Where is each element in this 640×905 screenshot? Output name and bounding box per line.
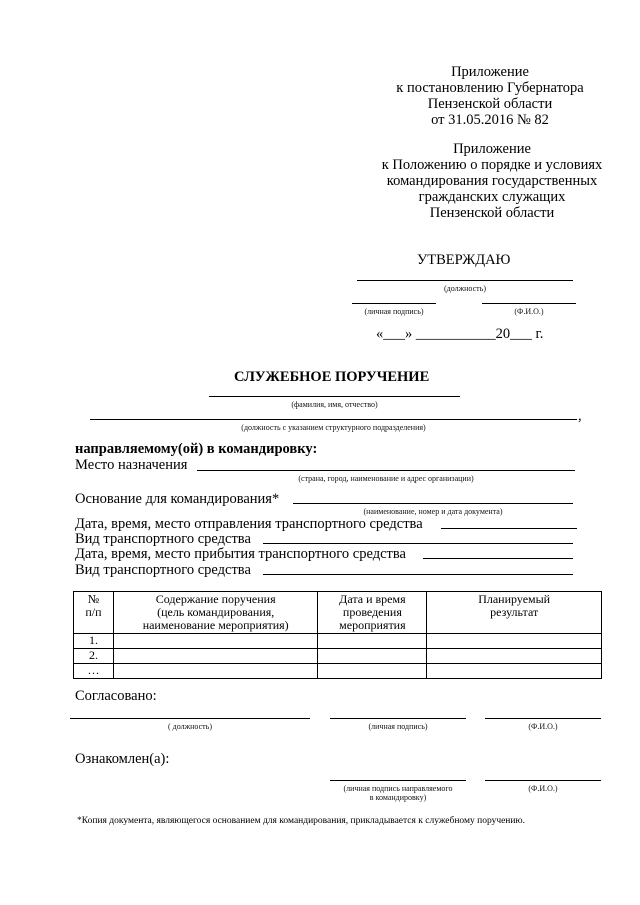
sent-label: направляемому(ой) в командировку: [75,441,318,457]
footnote: *Копия документа, являющегося основанием для командирования, прикладывается к служебному поручению. [77,816,525,826]
agreed-fio-line[interactable] [485,718,601,719]
agreed-title: Согласовано: [75,688,157,704]
position-caption: (должность с указанием структурного подразделения) [241,423,426,432]
tasks-table [73,591,602,679]
appendix1-line-4: от 31.05.2016 № 82 [431,112,549,128]
header-datetime: Дата и время проведения мероприятия [318,592,427,634]
appendix1-line-2: к постановлению Губернатора [396,80,584,96]
transport1-label: Вид транспортного средства [75,531,251,547]
row-datetime-cell[interactable] [318,634,427,649]
destination-line[interactable] [197,470,575,471]
transport1-line[interactable] [263,543,573,544]
appendix1-line-3: Пензенской области [427,96,553,112]
arrival-line[interactable] [423,558,573,559]
header-content: Содержание поручения (цель командирования, наименование мероприятия) [113,592,318,634]
destination-caption: (страна, город, наименование и адрес организации) [298,474,474,483]
agreed-position-line[interactable] [70,718,310,719]
basis-caption: (наименование, номер и дата документа) [363,507,503,516]
appendix2-line-5: Пензенской области [429,205,555,221]
acquainted-fio-line[interactable] [485,780,601,781]
row-number: … [74,664,114,679]
transport2-label: Вид транспортного средства [75,562,251,578]
appendix-block-1 [380,64,600,128]
position-comma: , [578,408,582,424]
approve-date-line[interactable]: «___» ___________20___ г. [376,326,544,342]
row-content-cell[interactable] [113,649,318,664]
table-row [74,664,602,679]
acquainted-signature-caption [322,784,474,802]
approve-position-line[interactable] [357,280,573,281]
row-number: 1. [74,634,114,649]
approve-fio-line[interactable] [482,303,576,304]
order-title: СЛУЖЕБНОЕ ПОРУЧЕНИЕ [234,369,430,385]
transport2-line[interactable] [263,574,573,575]
row-content-cell[interactable] [113,634,318,649]
row-result-cell[interactable] [427,664,602,679]
row-result-cell[interactable] [427,634,602,649]
approve-title: УТВЕРЖДАЮ [417,252,511,268]
approve-position-caption: (должность) [444,284,486,293]
table-row [74,634,602,649]
appendix2-line-4: гражданских служащих [418,189,566,205]
name-line[interactable] [209,396,460,397]
basis-line[interactable] [293,503,573,504]
agreed-fio-caption: (Ф.И.О.) [528,722,558,731]
row-result-cell[interactable] [427,649,602,664]
appendix2-line-3: командирования государственных [386,173,598,189]
departure-line[interactable] [441,528,577,529]
header-number: № п/п [74,592,114,634]
row-content-cell[interactable] [113,664,318,679]
basis-label: Основание для командирования* [75,491,280,507]
destination-label: Место назначения [75,457,188,473]
table-header-row [74,592,602,634]
appendix2-line-2: к Положению о порядке и условиях [381,157,603,173]
acquainted-fio-caption: (Ф.И.О.) [528,784,558,793]
arrival-label: Дата, время, место прибытия транспортного средства [75,546,406,562]
name-caption: (фамилия, имя, отчество) [291,400,378,409]
acquainted-signature-line[interactable] [330,780,466,781]
appendix-block-2 [372,141,612,221]
appendix1-line-1: Приложение [451,64,529,80]
approve-signature-line[interactable] [352,303,436,304]
position-line[interactable] [90,419,577,420]
agreed-signature-caption: (личная подпись) [368,722,428,731]
acquainted-title: Ознакомлен(а): [75,751,170,767]
acquainted-signature-caption-1: (личная подпись направляемого [343,784,453,793]
row-number: 2. [74,649,114,664]
row-datetime-cell[interactable] [318,664,427,679]
departure-label: Дата, время, место отправления транспортного средства [75,516,423,532]
header-result: Планируемый результат [427,592,602,634]
appendix2-line-1: Приложение [453,141,531,157]
agreed-position-caption: ( должность) [168,722,212,731]
agreed-signature-line[interactable] [330,718,466,719]
acquainted-signature-caption-2: в командировку) [369,793,427,802]
approve-signature-caption: (личная подпись) [364,307,424,316]
approve-fio-caption: (Ф.И.О.) [514,307,544,316]
row-datetime-cell[interactable] [318,649,427,664]
table-row [74,649,602,664]
